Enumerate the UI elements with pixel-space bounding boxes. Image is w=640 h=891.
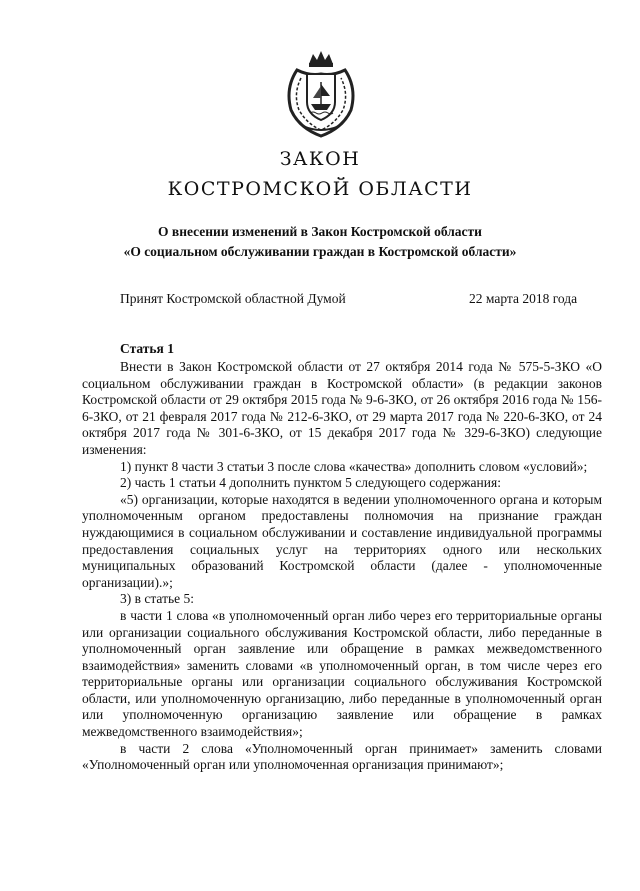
adopted-by: Принят Костромской областной Думой <box>120 291 346 306</box>
paragraph: 2) часть 1 статьи 4 дополнить пунктом 5 следующего содержания: <box>120 475 501 491</box>
paragraph: в части 1 слова «в уполномоченный орган либо через его территориальные органы или организации социального обслуживания Костромской области, либо переданные в уполномоченный орган заявление или обращение в рамках межведомственного взаимодействия» заменить словами «в уполномоченный орган, в том числе через его территориальные органы или организации социального обслуживания Костромской области, или уполномоченную организацию, либо переданные в уполномоченный орган или уполномоченную организацию заявление или обращение в рамках межведомственного взаимодействия»; <box>82 607 602 740</box>
coat-of-arms-icon <box>283 48 359 138</box>
paragraph: в части 2 слова «Уполномоченный орган принимает» заменить словами «Уполномоченный орган или уполномоченная организация принимают»; <box>82 740 602 773</box>
article-heading: Статья 1 <box>120 341 174 356</box>
paragraph: 3) в статье 5: <box>120 591 194 607</box>
law-subtitle-line-2: «О социальном обслуживании граждан в Костромской области» <box>123 244 517 259</box>
paragraph: Внести в Закон Костромской области от 27 октября 2014 года № 575-5-ЗКО «О социальном обслуживании граждан в Костромской области» (в редакции законов Костромской области от 29 октября 2015 года № 9-6-ЗКО, от 26 октября 2016 года № 156-6-ЗКО, от 21 февраля 2017 года № 212-6-ЗКО, от 29 марта 2017 года № 220-6-ЗКО, от 24 октября 2017 года № 301-6-ЗКО, от 15 декабря 2017 года № 329-6-ЗКО) следующие изменения: <box>82 359 602 457</box>
law-subtitle-line-1: О внесении изменений в Закон Костромской области <box>158 224 482 239</box>
region-title: КОСТРОМСКОЙ ОБЛАСТИ <box>167 178 473 200</box>
law-title: ЗАКОН <box>279 148 361 170</box>
article-body <box>82 359 602 774</box>
paragraph: 1) пункт 8 части 3 статьи 3 после слова «качества» дополнить словом «условий»; <box>120 458 588 474</box>
adopted-date: 22 марта 2018 года <box>469 291 578 306</box>
paragraph: «5) организации, которые находятся в ведении уполномоченного органа и которым уполномоченным органом предоставлены полномочия на признание граждан нуждающимися в социальном обслуживании и составление индивидуальной программы предоставления социальных услуг на территориях одного или нескольких муниципальных образований Костромской области (далее - уполномоченные организации).»; <box>82 491 602 590</box>
